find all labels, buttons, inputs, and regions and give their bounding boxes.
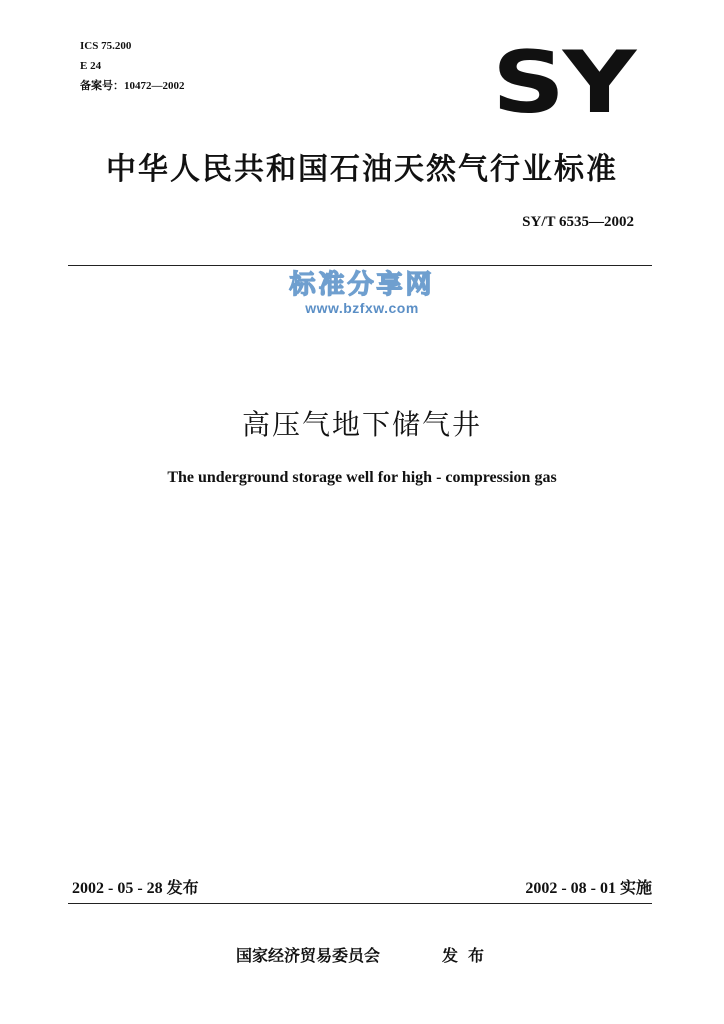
publish-label: 发布	[442, 946, 495, 965]
publisher-name: 国家经济贸易委员会	[236, 946, 381, 965]
watermark-text: 标准分享网	[289, 270, 435, 300]
ics-code: ICS 75.200	[80, 40, 132, 52]
standard-code: SY/T 6535—2002	[522, 214, 634, 230]
classification-block	[80, 36, 185, 96]
implementation-date: 2002 - 08 - 01 实施	[525, 880, 652, 897]
organization-title: 中华人民共和国石油天然气行业标准	[106, 152, 618, 187]
document-title-english: The underground storage well for high - compression gas	[167, 469, 557, 486]
sy-logo: SY	[492, 33, 634, 133]
document-title-chinese: 高压气地下储气井	[241, 408, 482, 441]
top-divider	[68, 265, 652, 266]
record-number: 备案号：10472—2002	[80, 80, 185, 92]
release-date: 2002 - 05 - 28 发布	[72, 880, 199, 897]
category-code: E 24	[80, 60, 102, 72]
bottom-divider	[68, 903, 652, 904]
watermark	[270, 270, 454, 316]
watermark-url: www.bzfxw.com	[305, 300, 419, 316]
